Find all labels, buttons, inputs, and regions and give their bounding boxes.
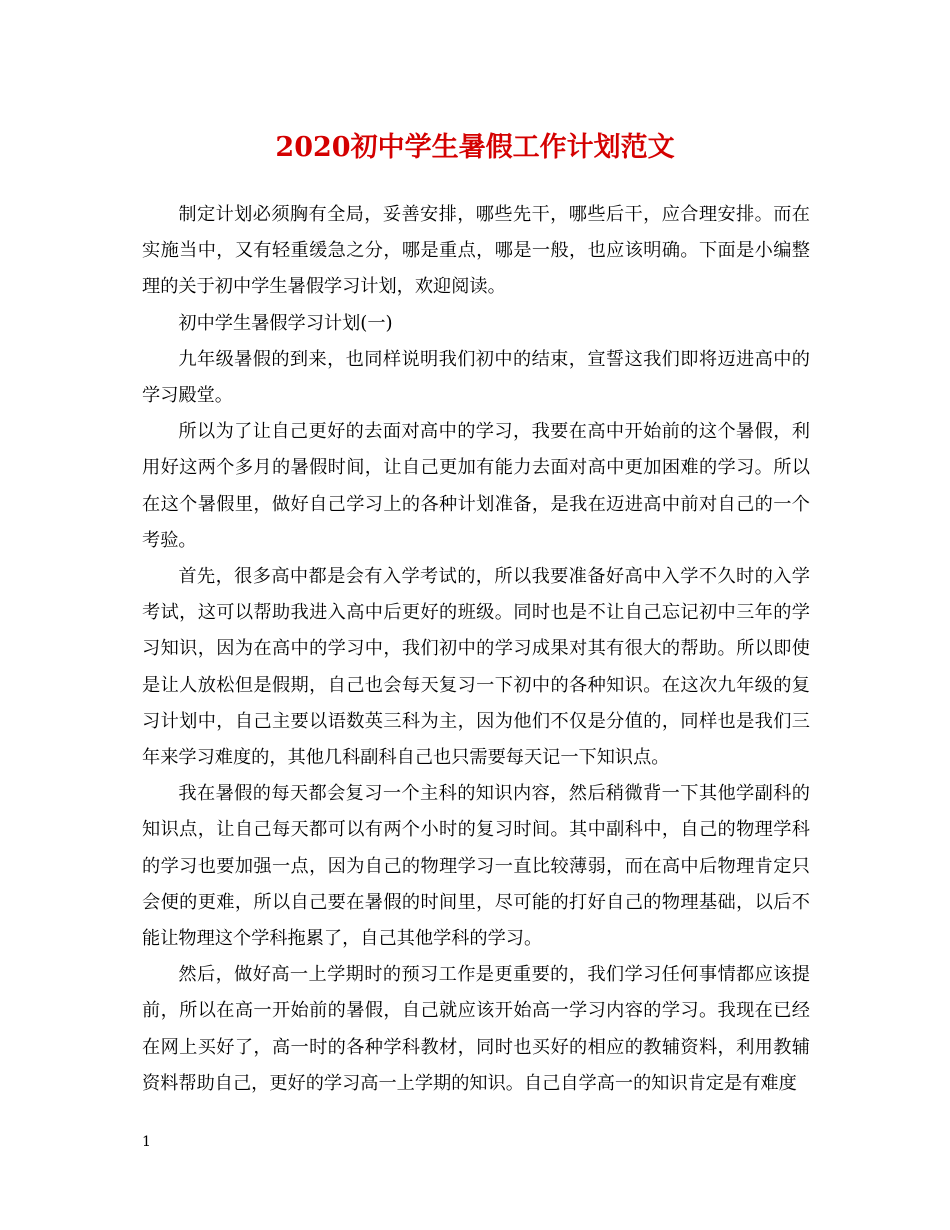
section-heading: 初中学生暑假学习计划(一) [178,312,393,334]
document-body [142,197,810,1102]
paragraph: 我在暑假的每天都会复习一个主科的知识内容，然后稍微背一下其他学副科的知识点，让自己每天都可以有两个小时的复习时间。其中副科中，自己的物理学科的学习也要加强一点，因为自己的物理学习一直比较薄弱，而在高中后物理肯定只会便的更难，所以自己要在暑假的时间里，尽可能的打好自己的物理基础，以后不能让物理这个学科拖累了，自己其他学科的学习。 [142,783,810,950]
paragraph: 九年级暑假的到来，也同样说明我们初中的结束，宣誓这我们即将迈进高中的学习殿堂。 [142,348,810,407]
page-number: 1 [142,1134,151,1150]
document-title: 2020初中学生暑假工作计划范文 [275,132,675,163]
paragraph: 首先，很多高中都是会有入学考试的，所以我要准备好高中入学不久时的入学考试，这可以帮助我进入高中后更好的班级。同时也是不让自己忘记初中三年的学习知识，因为在高中的学习中，我们初中的学习成果对其有很大的帮助。所以即使是让人放松但是假期，自己也会每天复习一下初中的各种知识。在这次九年级的复习计划中，自己主要以语数英三科为主，因为他们不仅是分值的，同样也是我们三年来学习难度的，其他几科副科自己也只需要每天记一下知识点。 [142,566,810,769]
paragraph: 然后，做好高一上学期时的预习工作是更重要的，我们学习任何事情都应该提前，所以在高一开始前的暑假，自己就应该开始高一学习内容的学习。我现在已经在网上买好了，高一时的各种学科教材，同时也买好的相应的教辅资料，利用教辅资料帮助自己，更好的学习高一上学期的知识。自己自学高一的知识肯定是有难度 [142,964,810,1094]
paragraph: 所以为了让自己更好的去面对高中的学习，我要在高中开始前的这个暑假，利用好这两个多月的暑假时间，让自己更加有能力去面对高中更加困难的学习。所以在这个暑假里，做好自己学习上的各种计划准备，是我在迈进高中前对自己的一个考验。 [142,421,810,551]
paragraph-intro: 制定计划必须胸有全局，妥善安排，哪些先干，哪些后干，应合理安排。而在实施当中，又有轻重缓急之分，哪是重点，哪是一般，也应该明确。下面是小编整理的关于初中学生暑假学习计划，欢迎阅读。 [142,204,810,298]
